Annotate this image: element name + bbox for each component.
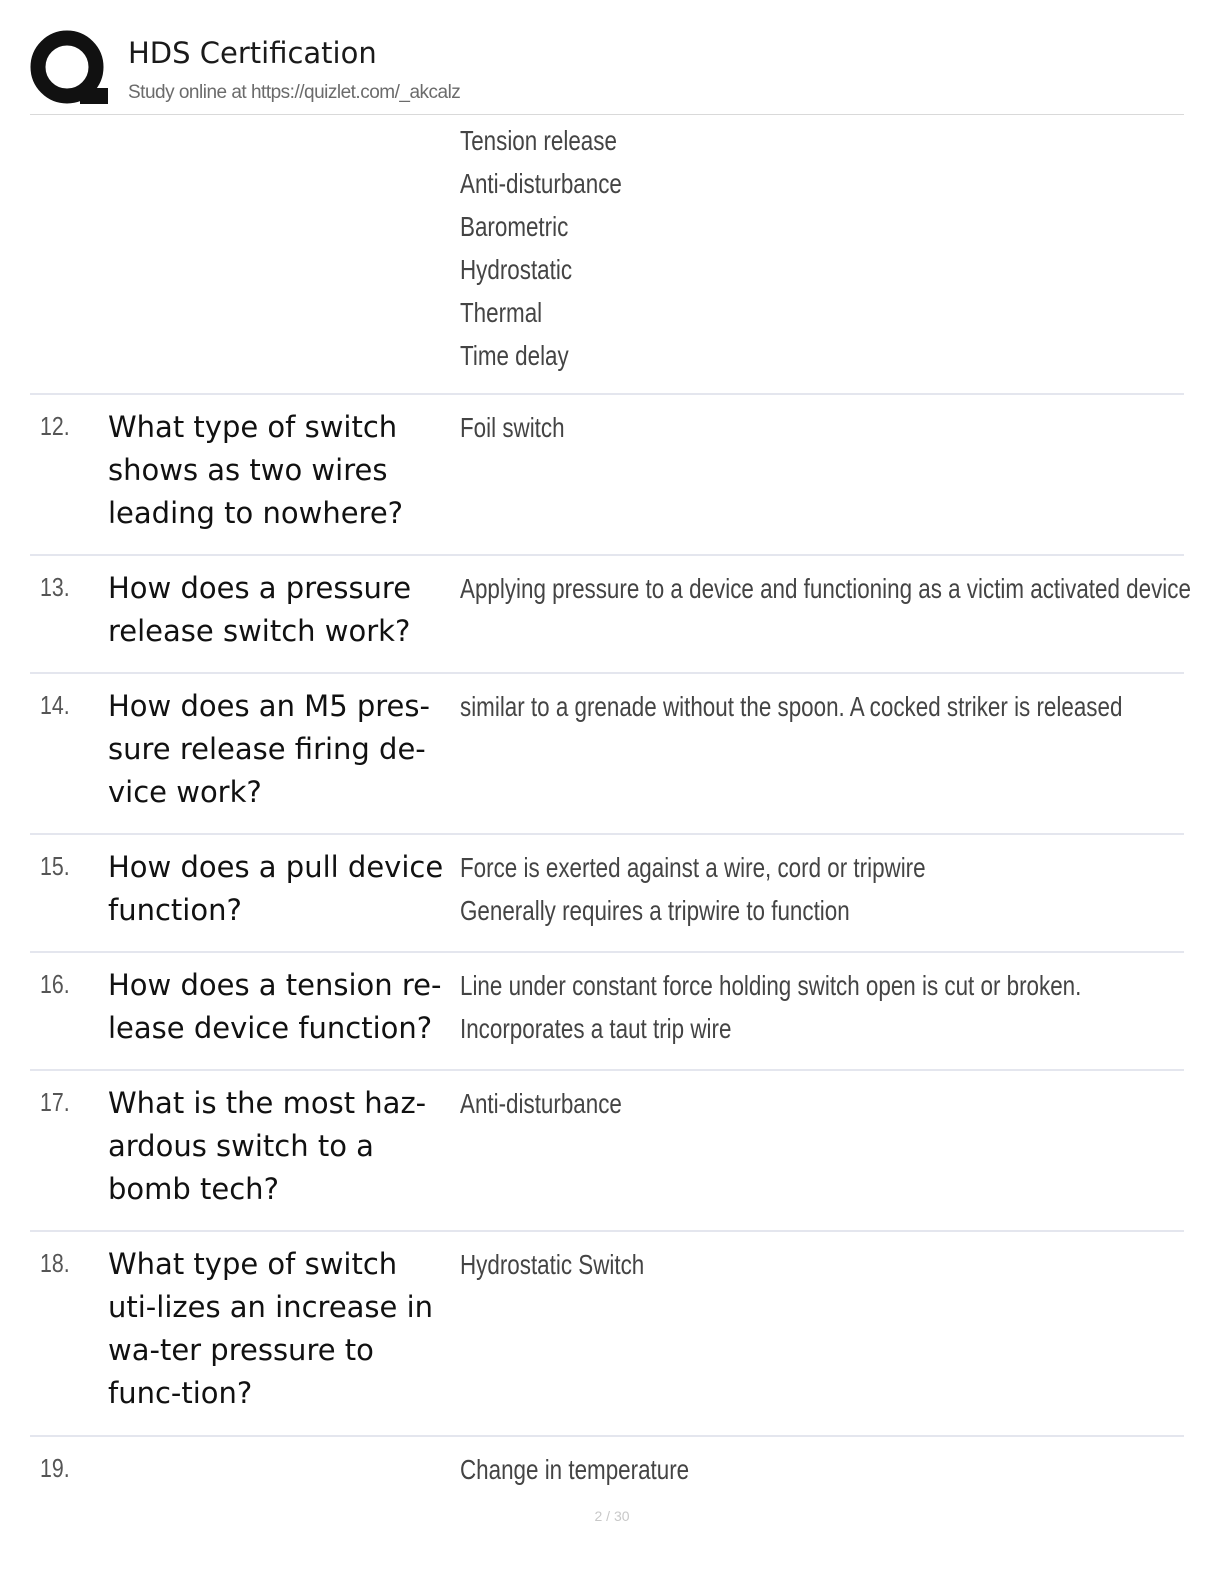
definition-line: Generally requires a tripwire to function (460, 895, 850, 926)
definition-line: similar to a grenade without the spoon. A cocked striker is released (460, 691, 1123, 722)
definition-line: Barometric (460, 211, 569, 242)
card-number: 18. (40, 1248, 70, 1278)
flashcard-row (30, 1071, 1184, 1232)
flashcard-row (30, 395, 1184, 556)
card-definition (460, 1448, 1184, 1491)
definition-line: Thermal (460, 297, 543, 328)
definition-line: Anti-disturbance (460, 1088, 622, 1119)
card-definition (460, 1243, 1184, 1286)
card-definition (460, 567, 1191, 610)
definition-line: Hydrostatic (460, 254, 573, 285)
card-number: 19. (40, 1453, 70, 1483)
definition-line: Anti-disturbance (460, 168, 622, 199)
card-term: How does a tension re-lease device function? (108, 968, 442, 1045)
page-number: 2 / 30 (594, 1508, 630, 1524)
card-definition (460, 964, 1184, 1050)
card-definition (460, 846, 1184, 932)
card-definition (460, 119, 1184, 377)
card-term: What type of switch uti-lizes an increase in wa-ter pressure to func-tion? (108, 1247, 434, 1410)
flashcard-row (30, 953, 1184, 1071)
card-number: 12. (40, 411, 70, 441)
card-number: 13. (40, 572, 70, 602)
card-number: 15. (40, 851, 70, 881)
card-definition (460, 406, 1184, 449)
flashcard-row (30, 1232, 1184, 1437)
flashcard-row (30, 835, 1184, 953)
definition-line: Foil switch (460, 412, 565, 443)
card-term: How does an M5 pres-sure release firing de-vice work? (108, 689, 430, 809)
flashcard-list (30, 115, 1191, 1507)
card-definition (460, 685, 1184, 728)
definition-line: Line under constant force holding switch open is cut or broken. (460, 970, 1082, 1001)
definition-line: Tension release (460, 125, 617, 156)
document-header (30, 28, 1184, 115)
quizlet-logo-icon (30, 30, 108, 108)
flashcard-row (30, 556, 1191, 674)
flashcard-row (30, 1437, 1184, 1507)
definition-line: Force is exerted against a wire, cord or tripwire (460, 852, 926, 883)
card-definition (460, 1082, 1184, 1125)
definition-line: Hydrostatic Switch (460, 1249, 645, 1280)
flashcard-row (30, 674, 1184, 835)
card-term: How does a pull device function? (108, 850, 444, 927)
definition-line: Time delay (460, 340, 569, 371)
card-term: What is the most haz-ardous switch to a bomb tech? (108, 1086, 427, 1206)
card-term: What type of switch shows as two wires leading to nowhere? (108, 410, 404, 530)
definition-line: Change in temperature (460, 1454, 690, 1485)
definition-line: Applying pressure to a device and functioning as a victim activated device (460, 573, 1191, 604)
document-subtitle: Study online at https://quizlet.com/_akcalz (128, 82, 461, 103)
flashcard-row (30, 115, 1184, 395)
card-number: 14. (40, 690, 70, 720)
definition-line: Incorporates a taut trip wire (460, 1013, 732, 1044)
card-number: 16. (40, 969, 70, 999)
card-term: How does a pressure release switch work? (108, 571, 412, 648)
card-number: 17. (40, 1087, 70, 1117)
document-title: HDS Certification (128, 36, 377, 70)
